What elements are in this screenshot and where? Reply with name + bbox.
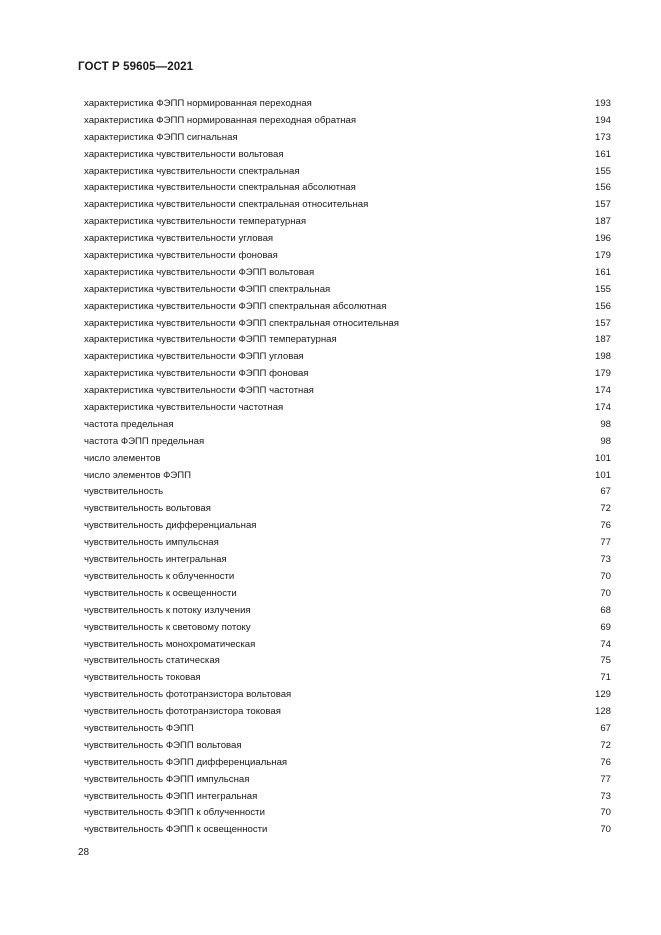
index-entry-term: чувствительность к облученности [84,570,235,582]
index-entry-term: характеристика чувствительности ФЭПП вольтовая [84,266,315,278]
index-entry [84,755,611,772]
index-entry-term: характеристика ФЭПП нормированная переходная обратная [84,114,357,126]
index-entry-page: 71 [600,672,611,684]
index-entry-term: чувствительность ФЭПП к освещенности [84,824,268,836]
index-entry-term: характеристика ФЭПП сигнальная [84,131,238,143]
index-entry [84,434,611,451]
index-entry-term: характеристика чувствительности спектральная абсолютная [84,182,356,194]
index-entry-page: 174 [594,402,611,414]
index-entry-page: 157 [594,317,611,329]
index-entry [84,366,611,383]
index-entry-page: 67 [600,722,611,734]
index-entry [84,164,611,181]
index-entry [84,214,611,231]
index-entry-term: чувствительность фототранзистора токовая [84,706,281,718]
index-entry-page: 69 [600,621,611,633]
index-entry-term: характеристика чувствительности ФЭПП частотная [84,385,314,397]
index-entry [84,670,611,687]
index-entry-term: характеристика чувствительности ФЭПП спектральная относительная [84,317,399,329]
index-entry-term: характеристика чувствительности ФЭПП спектральная абсолютная [84,300,387,312]
index-entry-page: 70 [600,587,611,599]
index-entry [84,637,611,654]
index-entry [84,96,611,113]
index-entry-page: 187 [594,216,611,228]
index-entry-page: 179 [594,250,611,262]
index-entry-term: чувствительность ФЭПП интегральная [84,790,258,802]
index-entry [84,620,611,637]
index-entry-page: 77 [600,537,611,549]
index-entry-page: 72 [600,739,611,751]
index-entry [84,349,611,366]
index-entry-page: 72 [600,503,611,515]
index-entry-page: 129 [594,689,611,701]
index-entry-page: 128 [594,706,611,718]
index-entry [84,552,611,569]
index-entry-term: чувствительность ФЭПП к облученности [84,807,265,819]
alphabetical-index-list [84,96,611,839]
index-entry-term: характеристика чувствительности частотная [84,402,284,414]
index-entry-page: 68 [600,604,611,616]
index-entry [84,501,611,518]
index-entry-term: чувствительность [84,486,164,498]
index-entry-page: 70 [600,824,611,836]
index-entry-term: характеристика чувствительности ФЭПП фоновая [84,368,309,380]
index-entry [84,180,611,197]
index-entry-page: 161 [594,148,611,160]
index-entry-term: чувствительность к потоку излучения [84,604,251,616]
index-entry [84,451,611,468]
index-entry-term: характеристика чувствительности температурная [84,216,307,228]
index-entry [84,316,611,333]
index-entry [84,569,611,586]
index-entry-term: чувствительность к световому потоку [84,621,251,633]
index-entry-term: чувствительность ФЭПП вольтовая [84,739,242,751]
index-entry [84,772,611,789]
index-entry [84,484,611,501]
index-entry [84,231,611,248]
index-entry-term: число элементов [84,452,161,464]
index-entry [84,400,611,417]
index-entry-term: чувствительность фототранзистора вольтовая [84,689,292,701]
index-entry-term: характеристика чувствительности спектральная [84,165,300,177]
index-entry-page: 196 [594,233,611,245]
index-entry-page: 67 [600,486,611,498]
index-entry-page: 173 [594,131,611,143]
index-entry [84,113,611,130]
index-entry-page: 75 [600,655,611,667]
index-entry-page: 193 [594,98,611,109]
index-entry [84,383,611,400]
index-entry [84,417,611,434]
index-entry-term: чувствительность ФЭПП дифференциальная [84,756,288,768]
index-entry [84,518,611,535]
index-entry-term: характеристика чувствительности ФЭПП температурная [84,334,337,346]
index-entry-term: чувствительность ФЭПП импульсная [84,773,250,785]
index-entry-page: 194 [594,114,611,126]
index-entry [84,265,611,282]
index-entry [84,147,611,164]
index-entry-page: 179 [594,368,611,380]
index-entry-page: 156 [594,300,611,312]
index-entry-term: чувствительность дифференциальная [84,520,257,532]
index-entry-term: чувствительность токовая [84,672,201,684]
index-entry-page: 98 [600,435,611,447]
index-entry [84,653,611,670]
index-entry-page: 155 [594,283,611,295]
index-entry-page: 73 [600,790,611,802]
index-entry [84,332,611,349]
index-entry-term: чувствительность вольтовая [84,503,211,515]
index-entry-page: 73 [600,554,611,566]
index-entry [84,789,611,806]
index-entry-term: чувствительность статическая [84,655,220,667]
index-entry-page: 187 [594,334,611,346]
index-entry-page: 161 [594,266,611,278]
index-entry-page: 198 [594,351,611,363]
index-entry-page: 174 [594,385,611,397]
index-entry [84,130,611,147]
index-entry-term: характеристика чувствительности спектральная относительная [84,199,369,211]
index-entry-term: характеристика чувствительности вольтовая [84,148,284,160]
index-entry-term: характеристика ФЭПП нормированная переходная [84,98,312,109]
index-entry [84,738,611,755]
index-entry [84,586,611,603]
index-entry-term: чувствительность ФЭПП [84,722,194,734]
index-entry-page: 157 [594,199,611,211]
index-entry [84,535,611,552]
index-entry-term: чувствительность монохроматическая [84,638,256,650]
index-entry-page: 101 [594,452,611,464]
index-entry-page: 76 [600,520,611,532]
index-entry [84,721,611,738]
index-entry [84,248,611,265]
index-entry-page: 76 [600,756,611,768]
index-entry [84,822,611,839]
index-entry [84,687,611,704]
index-entry-term: характеристика чувствительности фоновая [84,250,278,262]
index-entry [84,299,611,316]
index-entry [84,603,611,620]
document-header: ГОСТ Р 59605—2021 [78,61,194,73]
index-entry-term: чувствительность интегральная [84,554,227,566]
index-entry-term: частота ФЭПП предельная [84,435,205,447]
index-entry-page: 77 [600,773,611,785]
index-entry-term: чувствительность к освещенности [84,587,237,599]
index-entry-page: 70 [600,570,611,582]
index-entry [84,468,611,485]
index-entry-page: 70 [600,807,611,819]
index-entry-page: 101 [594,469,611,481]
index-entry [84,197,611,214]
index-entry-term: чувствительность импульсная [84,537,219,549]
index-entry [84,704,611,721]
index-entry-page: 98 [600,418,611,430]
index-entry-term: характеристика чувствительности угловая [84,233,274,245]
index-entry-term: частота предельная [84,418,174,430]
index-entry-page: 156 [594,182,611,194]
index-entry [84,805,611,822]
page-number: 28 [78,847,90,858]
index-entry-term: характеристика чувствительности ФЭПП угловая [84,351,304,363]
index-entry-page: 74 [600,638,611,650]
index-entry-term: число элементов ФЭПП [84,469,192,481]
index-entry [84,282,611,299]
index-entry-term: характеристика чувствительности ФЭПП спектральная [84,283,331,295]
index-entry-page: 155 [594,165,611,177]
